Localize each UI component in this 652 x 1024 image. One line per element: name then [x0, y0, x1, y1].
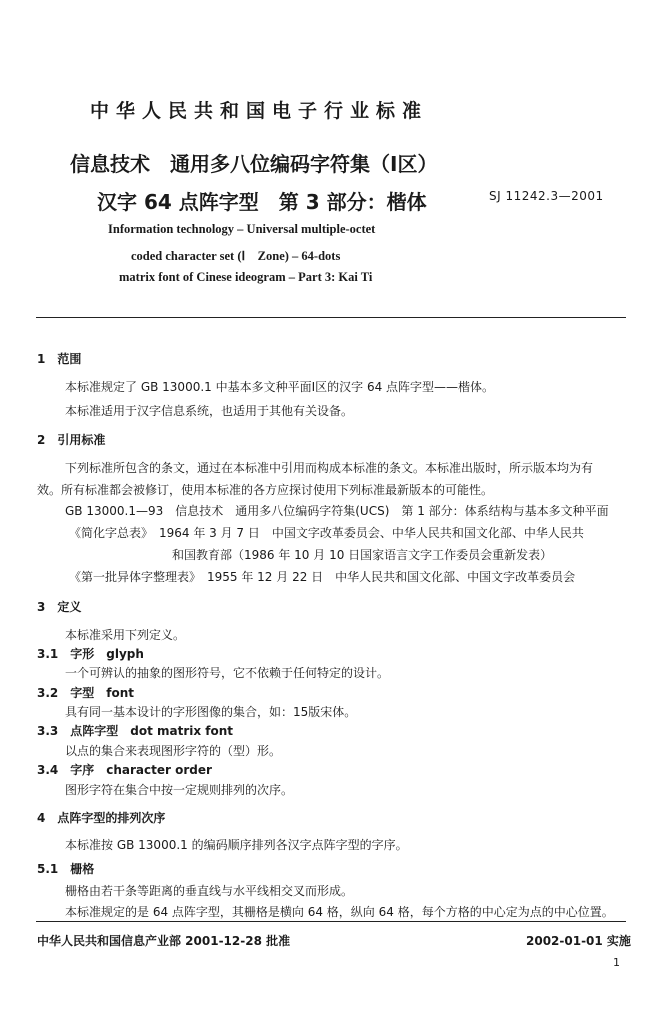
section-3-2-text: 具有同一基本设计的字形图像的集合，如：15版宋体。: [65, 705, 357, 719]
section-3-1-heading: 3.1 字形 glyph: [37, 647, 144, 661]
issuing-organization: 中华人民共和国电子行业标准: [90, 100, 429, 122]
title-line-1: 信息技术 通用多八位编码字符集（Ⅰ区）: [70, 152, 438, 176]
implementation-date: 2002-01-01 实施: [526, 934, 631, 948]
section-2-heading: 2 引用标准: [37, 433, 106, 447]
section-3-2-heading: 3.2 字型 font: [37, 686, 135, 700]
section-1-para-1: 本标准规定了 GB 13000.1 中基本多文种平面Ⅰ区的汉字 64 点阵字型——楷体。: [65, 380, 495, 394]
section-3-intro: 本标准采用下列定义。: [65, 628, 186, 642]
english-title-line-1: Information technology – Universal multiple-octet: [108, 222, 376, 236]
section-2-para-1a: 下列标准所包含的条文，通过在本标准中引用而构成本标准的条文。本标准出版时，所示版本均为有: [65, 461, 594, 475]
section-5-1-heading: 5.1 栅格: [37, 862, 95, 876]
standard-number: SJ 11242.3—2001: [489, 189, 604, 203]
english-title-line-3: matrix font of Cinese ideogram – Part 3: Kai Ti: [119, 270, 373, 284]
section-2-para-1b: 效。所有标准都会被修订，使用本标准的各方应探讨使用下列标准最新版本的可能性。: [37, 483, 494, 497]
section-4-heading: 4 点阵字型的排列次序: [37, 811, 166, 825]
reference-variant-chars: 《第一批异体字整理表》 1955 年 12 月 22 日 中华人民共和国文化部、中国文字改革委员会: [69, 570, 576, 584]
section-1-heading: 1 范围: [37, 352, 82, 366]
section-1-para-2: 本标准适用于汉字信息系统，也适用于其他有关设备。: [65, 404, 354, 418]
section-3-1-text: 一个可辨认的抽象的图形符号，它不依赖于任何特定的设计。: [65, 666, 390, 680]
approval-line: 中华人民共和国信息产业部 2001-12-28 批准: [37, 934, 291, 948]
english-title-line-2: coded character set (Ⅰ Zone) – 64-dots: [131, 249, 341, 263]
reference-gb13000: GB 13000.1—93 信息技术 通用多八位编码字符集(UCS) 第 1 部分：体系结构与基本多文种平面: [65, 504, 609, 518]
reference-simplified-chars-a: 《简化字总表》 1964 年 3 月 7 日 中国文字改革委员会、中华人民共和国文化部、中华人民共: [69, 526, 584, 540]
section-3-3-text: 以点的集合来表现图形字符的（型）形。: [65, 744, 282, 758]
header-divider: [36, 317, 626, 318]
title-line-2: 汉字 64 点阵字型 第 3 部分：楷体: [97, 190, 427, 214]
section-3-4-heading: 3.4 字序 character order: [37, 763, 212, 777]
reference-simplified-chars-b: 和国教育部（1986 年 10 月 10 日国家语言文字工作委员会重新发表）: [172, 548, 553, 562]
footer-divider: [36, 921, 626, 922]
section-4-text: 本标准按 GB 13000.1 的编码顺序排列各汉字点阵字型的字序。: [65, 838, 408, 852]
section-5-1-para-2: 本标准规定的是 64 点阵字型，其栅格是横向 64 格，纵向 64 格，每个方格的中心定为点的中心位置。: [65, 905, 614, 919]
section-5-1-para-1: 栅格由若干条等距离的垂直线与水平线相交叉而形成。: [65, 884, 354, 898]
page-number: 1: [613, 956, 620, 969]
section-3-4-text: 图形字符在集合中按一定规则排列的次序。: [65, 783, 294, 797]
section-3-heading: 3 定义: [37, 600, 82, 614]
section-3-3-heading: 3.3 点阵字型 dot matrix font: [37, 724, 234, 738]
